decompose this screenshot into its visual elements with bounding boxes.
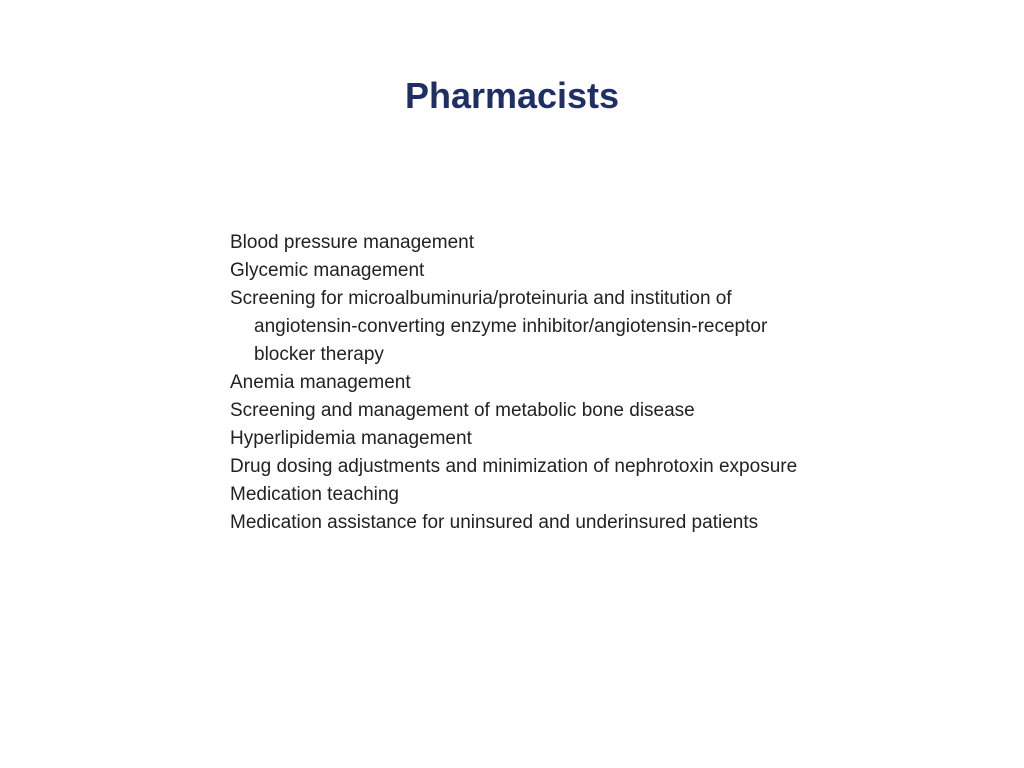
slide-title: Pharmacists bbox=[404, 75, 620, 116]
pharmacist-role-list bbox=[230, 229, 810, 537]
list-item: Medication teaching bbox=[230, 484, 399, 505]
list-item: Screening for microalbuminuria/proteinuria and institution of angiotensin-converting enzyme inhibitor/angiotensin-receptor blocker therapy bbox=[230, 288, 768, 365]
list-item: Drug dosing adjustments and minimization of nephrotoxin exposure bbox=[230, 456, 798, 477]
list-item: Glycemic management bbox=[230, 260, 425, 281]
list-item: Hyperlipidemia management bbox=[230, 428, 472, 449]
list-item: Screening and management of metabolic bone disease bbox=[230, 400, 695, 421]
list-item: Blood pressure management bbox=[230, 232, 474, 253]
list-item: Medication assistance for uninsured and underinsured patients bbox=[230, 512, 759, 533]
list-item: Anemia management bbox=[230, 372, 411, 393]
